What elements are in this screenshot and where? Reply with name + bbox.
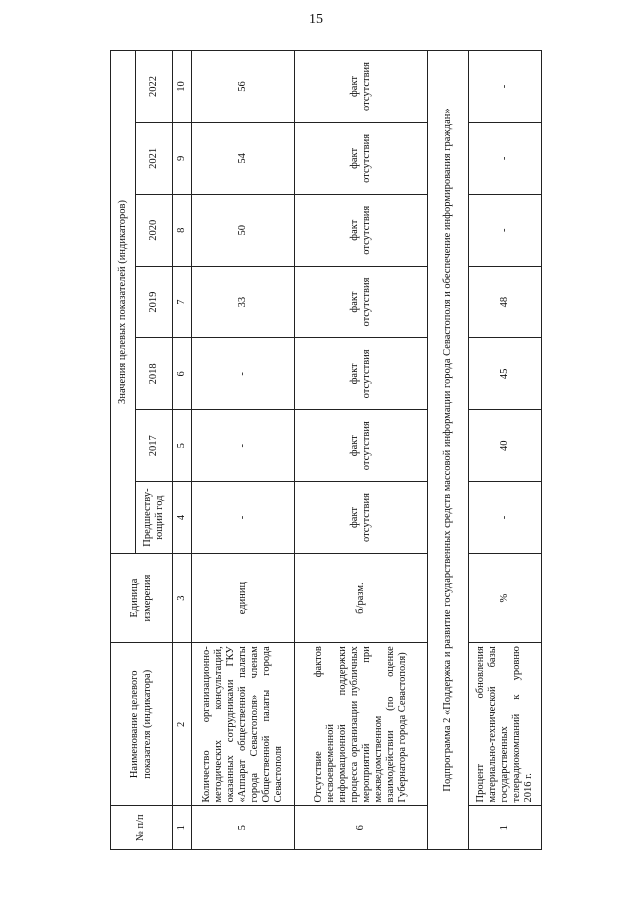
subprogram-title: Подпрограмма 2 «Поддержка и развитие государственных средств массовой информации города Севастополя и обеспечение информирования граждан» [428,51,469,850]
value-cell: факт отсутствия [295,410,428,482]
value-cell: 54 [192,122,295,194]
col-number: 9 [173,122,192,194]
value-cell: - [192,482,295,554]
header-name: Наименование целевого показателя (индикатора) [111,643,173,806]
subprogram-row [428,51,469,850]
header-prev-year: Предшеству-ющий год [136,482,173,554]
table-row [192,51,295,850]
value-cell: 50 [192,194,295,266]
header-year: 2022 [136,51,173,123]
col-number: 5 [173,410,192,482]
value-cell: факт отсутствия [295,51,428,123]
header-year: 2017 [136,410,173,482]
table-row [295,51,428,850]
value-cell: факт отсутствия [295,122,428,194]
value-cell: 48 [469,266,542,338]
indicator-unit: единиц [192,553,295,642]
table-row [469,51,542,850]
header-unit: Единица измерения [111,553,173,642]
column-number-row [173,51,192,850]
header-year: 2019 [136,266,173,338]
indicator-name: Отсутствие фактов несвоевременной информационной поддержки процесса организации публичных мероприятий при межведомственном взаимодействии (по оценке Губернатора города Севастополя) [295,643,428,806]
indicator-name: Процент обновления материально-технической базы государственных телерадиокомпаний к уровню 2016 г. [469,643,542,806]
indicator-unit: б/разм. [295,553,428,642]
value-cell: - [192,338,295,410]
indicator-name: Количество организационно-методических консультаций, оказанных сотрудниками ГКУ «Аппарат общественной палаты города Севастополя» членам Общественной палаты города Севастополя [192,643,295,806]
value-cell: факт отсутствия [295,194,428,266]
row-num: 1 [469,806,542,850]
value-cell: - [469,194,542,266]
value-cell: 40 [469,410,542,482]
col-number: 1 [173,806,192,850]
value-cell: 56 [192,51,295,123]
value-cell: - [469,122,542,194]
page-number: 15 [309,12,323,27]
col-number: 7 [173,266,192,338]
value-cell: 45 [469,338,542,410]
value-cell: 33 [192,266,295,338]
row-num: 6 [295,806,428,850]
value-cell: факт отсутствия [295,338,428,410]
indicators-table [110,50,542,850]
indicator-unit: % [469,553,542,642]
value-cell: - [192,410,295,482]
header-num: № п/п [111,806,173,850]
header-year: 2021 [136,122,173,194]
value-cell: факт отсутствия [295,266,428,338]
header-year: 2020 [136,194,173,266]
header-values-group: Значения целевых показателей (индикаторов) [111,51,136,554]
value-cell: - [469,51,542,123]
header-row-1 [111,51,136,850]
col-number: 8 [173,194,192,266]
row-num: 5 [192,806,295,850]
header-year: 2018 [136,338,173,410]
value-cell: - [469,482,542,554]
col-number: 4 [173,482,192,554]
rotated-table-container [110,50,535,850]
col-number: 3 [173,553,192,642]
col-number: 10 [173,51,192,123]
value-cell: факт отсутствия [295,482,428,554]
col-number: 6 [173,338,192,410]
col-number: 2 [173,643,192,806]
